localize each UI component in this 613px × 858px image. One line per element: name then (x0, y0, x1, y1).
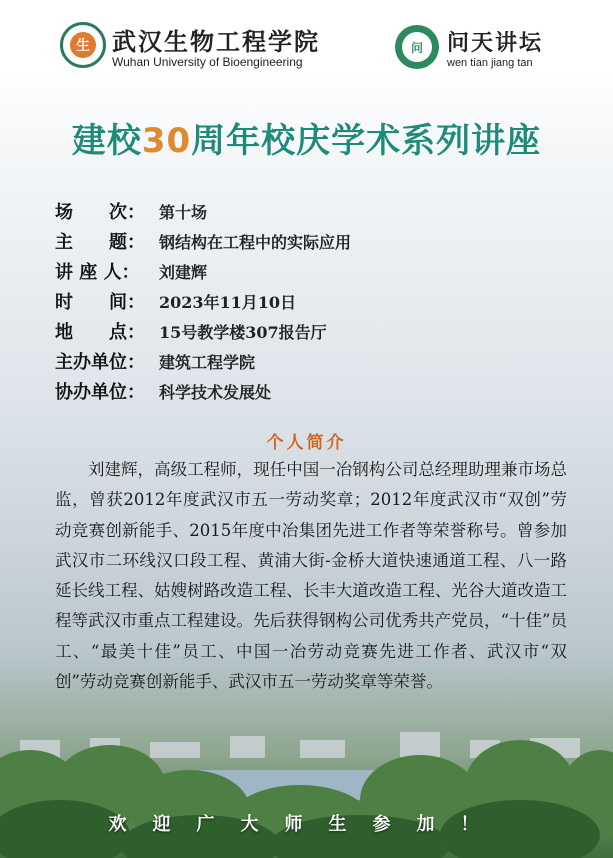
info-row-topic (55, 226, 575, 256)
header (0, 0, 613, 95)
info-value: 刘建辉 (159, 262, 208, 282)
campus-scenery-illustration (0, 730, 613, 858)
info-label: 地 点： (55, 322, 145, 343)
info-row-time (55, 286, 575, 316)
info-row-location (55, 316, 575, 346)
forum-logo (395, 25, 439, 69)
info-value: 2023年11月10日 (159, 292, 297, 312)
info-value: 钢结构在工程中的实际应用 (159, 232, 352, 252)
info-value: 15号教学楼307报告厅 (159, 322, 327, 342)
info-label: 主 题： (55, 232, 145, 253)
forum-emblem-icon: 问 (402, 32, 432, 62)
info-value: 第十场 (159, 202, 208, 222)
info-row-cohost (55, 376, 575, 406)
forum-name-cn: 问天讲坛 (447, 30, 544, 56)
info-label: 主办单位： (55, 352, 145, 373)
title-prefix: 建校 (71, 121, 142, 161)
university-name-cn: 武汉生物工程学院 (112, 27, 320, 56)
info-label: 协办单位： (55, 382, 145, 403)
title-suffix: 周年校庆学术系列讲座 (191, 121, 542, 161)
speaker-bio: 刘建辉，高级工程师，现任中国一冶钢构公司总经理助理兼市场总监，曾获2012年度武汉市五一劳动奖章；2012年度武汉市“双创”劳动竞赛创新能手、2015年度中冶集团先进工作者等荣誉称号。曾参加武汉市二环线汉口段工程、黄浦大街-金桥大道快速通道工程、八一路延长线工程、姑嫂树路改造工程、长丰大道改造工程、光谷大道改造工程等武汉市重点工程建设。先后获得钢构公司优秀共产党员，“十佳”员工、“最美十佳”员工、中国一冶劳动竞赛先进工作者、武汉市“双创”劳动竞赛创新能手、武汉市五一劳动奖章等荣誉。 (55, 460, 567, 692)
info-label: 时 间： (55, 292, 145, 313)
info-row-speaker (55, 256, 575, 286)
section-title-profile: 个人简介 (266, 433, 347, 453)
title-anniversary-number: 30 (141, 121, 192, 161)
forum-name-en: wen tian jiang tan (447, 57, 533, 69)
info-label: 讲 座 人： (55, 262, 140, 283)
lecture-info (55, 196, 575, 406)
info-value: 建筑工程学院 (159, 352, 256, 372)
university-emblem-icon: 生 (70, 32, 96, 58)
page-title (0, 113, 613, 162)
welcome-slogan: 欢迎广大师生参加！ (108, 814, 505, 835)
university-name-en: Wuhan University of Bioengineering (112, 55, 303, 69)
university-logo (60, 22, 106, 68)
info-value: 科学技术发展处 (159, 382, 272, 402)
info-label: 场 次： (55, 202, 145, 223)
info-row-host (55, 346, 575, 376)
info-row-session (55, 196, 575, 226)
